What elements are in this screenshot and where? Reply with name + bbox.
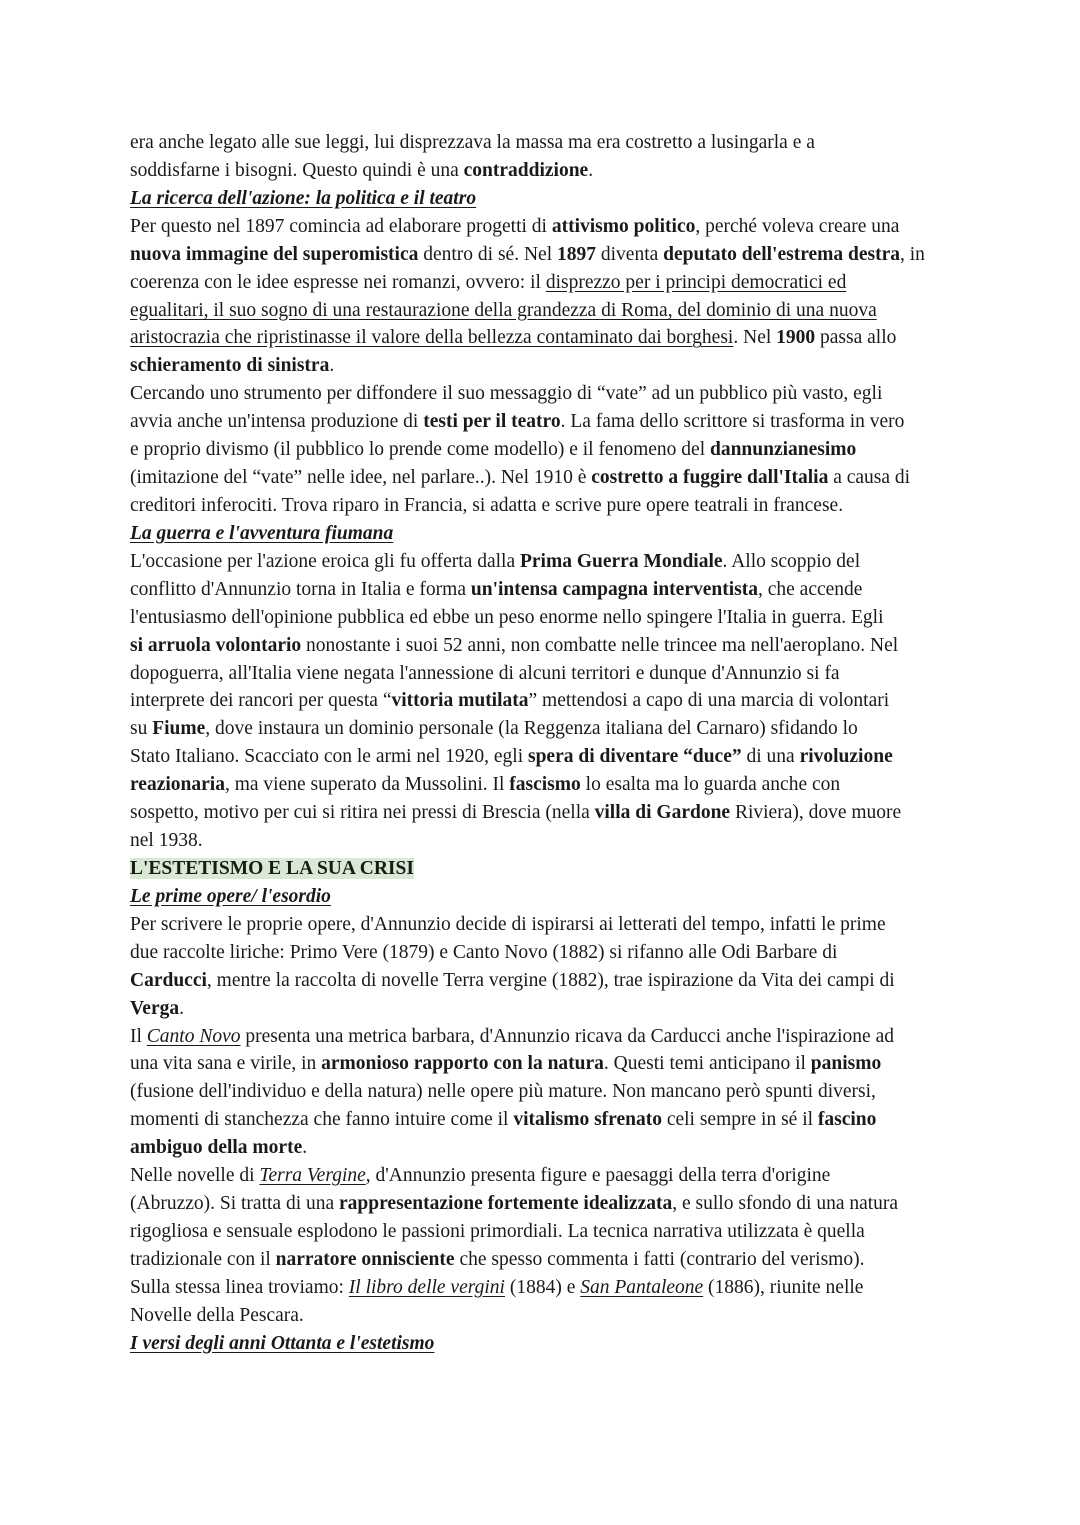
text-line: [130, 464, 960, 492]
bold-text: armonioso rapporto con la natura: [321, 1053, 604, 1075]
text: (imitazione del “vate” nelle idee, nel parlare..). Nel 1910 è: [130, 467, 592, 489]
bold-text: reazionaria: [130, 774, 225, 796]
section-heading: La ricerca dell'azione: la politica e il teatro: [130, 187, 477, 209]
text-line: [130, 939, 960, 967]
bold-text: spera di diventare “duce”: [528, 746, 742, 768]
text: l'entusiasmo dell'opinione pubblica ed ebbe un peso enorme nello spingere l'Italia in guerra. Egli: [130, 606, 884, 628]
text: , perché voleva creare una: [695, 215, 900, 237]
text: (1886), riunite nelle: [703, 1276, 864, 1298]
bold-text: contraddizione: [463, 159, 589, 181]
bold-text: vitalismo sfrenato: [513, 1109, 662, 1131]
text: .: [588, 159, 594, 181]
text-line: [130, 408, 960, 436]
text-line: [130, 1162, 960, 1190]
text: (1884) e: [504, 1276, 581, 1298]
text-line: [130, 855, 960, 883]
text-line: [130, 213, 960, 241]
text: dopoguerra, all'Italia viene negata l'annessione di alcuni territori e dunque d'Annunzio si fa: [130, 662, 840, 684]
section-heading: Le prime opere/ l'esordio: [130, 885, 331, 907]
text: interprete dei rancori per questa “: [130, 690, 392, 712]
text-line: [130, 1106, 960, 1134]
text: .: [179, 997, 184, 1019]
text: , e sullo sfondo di una natura: [672, 1193, 899, 1215]
text-line: [130, 1302, 960, 1330]
text-line: [130, 743, 960, 771]
bold-text: villa di Gardone: [594, 802, 731, 824]
text-line: [130, 1050, 960, 1078]
bold-text: deputato dell'estrema destra: [663, 243, 901, 265]
bold-text: fascismo: [509, 774, 581, 796]
text: sospetto, motivo per cui si ritira nei pressi di Brescia (nella: [130, 802, 595, 824]
text: avvia anche un'intensa produzione di: [130, 411, 424, 433]
text-line: [130, 157, 960, 185]
text-line: [130, 1190, 960, 1218]
text-line: [130, 380, 960, 408]
bold-text: Carducci: [130, 969, 207, 991]
text: dentro di sé. Nel: [418, 243, 557, 265]
bold-text: 1897: [557, 243, 596, 265]
text: creditori inferociti. Trova riparo in Francia, si adatta e scrive pure opere teatrali in francese.: [130, 494, 844, 516]
text: .: [302, 1137, 308, 1159]
bold-text: 1900: [776, 327, 816, 349]
bold-text: panismo: [810, 1053, 882, 1075]
text: celi sempre in sé il: [661, 1109, 818, 1131]
text-line: [130, 576, 960, 604]
bold-text: testi per il teatro: [423, 411, 561, 433]
text-line: [130, 352, 960, 380]
text: Stato Italiano. Scacciato con le armi nel 1920, egli: [130, 746, 528, 768]
text: nel 1938.: [130, 830, 203, 852]
bold-text: rappresentazione fortemente idealizzata: [339, 1193, 673, 1215]
text-line: [130, 660, 960, 688]
text: che spesso commenta i fatti (contrario del verismo).: [454, 1248, 865, 1270]
text: . Questi temi anticipano il: [603, 1053, 811, 1075]
text: (Abruzzo). Si tratta di una: [130, 1193, 340, 1215]
text: presenta una metrica barbara, d'Annunzio ricava da Carducci anche l'ispirazione ad: [240, 1025, 894, 1047]
text: nonostante i suoi 52 anni, non combatte nelle trincee ma nell'aeroplano. Nel: [301, 634, 899, 656]
text: una vita sana e virile, in: [130, 1053, 322, 1075]
text: Nelle novelle di: [130, 1165, 260, 1187]
text: , d'Annunzio presenta figure e paesaggi della terra d'origine: [365, 1165, 831, 1187]
text-line: [130, 995, 960, 1023]
text: . Allo scoppio del: [722, 550, 861, 572]
underlined-text: egualitari, il suo sogno di una restaurazione della grandezza di Roma, del dominio di una nuova: [130, 299, 877, 321]
text-line: [130, 1330, 960, 1358]
text-line: [130, 771, 960, 799]
text: diventa: [596, 243, 664, 265]
text-line: [130, 715, 960, 743]
text: , in: [900, 243, 925, 265]
text-line: [130, 1023, 960, 1051]
text: di una: [741, 746, 800, 768]
text-line: [130, 520, 960, 548]
text-line: [130, 548, 960, 576]
text-line: [130, 911, 960, 939]
title-reference: San Pantaleone: [580, 1276, 704, 1298]
text-line: [130, 185, 960, 213]
text: coerenza con le idee espresse nei romanzi, ovvero: il: [130, 271, 546, 293]
text-line: [130, 687, 960, 715]
text-line: [130, 1274, 960, 1302]
text: ” mettendosi a capo di una marcia di volontari: [528, 690, 890, 712]
bold-text: nuova immagine del superomistica: [130, 243, 419, 265]
bold-text: ambiguo della morte: [130, 1137, 303, 1159]
bold-text: un'intensa campagna interventista: [470, 578, 758, 600]
section-heading: I versi degli anni Ottanta e l'estetismo: [130, 1332, 435, 1354]
text-line: [130, 799, 960, 827]
underlined-text: aristocrazia che ripristinasse il valore della bellezza contaminato dai borghesi: [130, 327, 734, 349]
bold-text: rivoluzione: [799, 746, 893, 768]
text-line: [130, 1246, 960, 1274]
text: e proprio divismo (il pubblico lo prende come modello) e il fenomeno del: [130, 439, 710, 461]
title-reference: Canto Novo: [146, 1025, 241, 1047]
bold-text: attivismo politico: [551, 215, 696, 237]
underlined-text: disprezzo per i principi democratici ed: [545, 271, 847, 293]
text: .: [329, 355, 335, 377]
text: , che accende: [757, 578, 863, 600]
text: momenti di stanchezza che fanno intuire come il: [130, 1109, 514, 1131]
text: Riviera), dove muore: [730, 802, 902, 824]
bold-text: schieramento di sinistra: [130, 355, 330, 377]
bold-text: narratore onnisciente: [275, 1248, 455, 1270]
text: . Nel: [733, 327, 777, 349]
text: , mentre la raccolta di novelle Terra vergine (1882), trae ispirazione da Vita dei campi di: [206, 969, 895, 991]
bold-text: Verga: [130, 997, 180, 1019]
text: Cercando uno strumento per diffondere il suo messaggio di “vate” ad un pubblico più vasto, egli: [130, 383, 883, 405]
text: era anche legato alle sue leggi, lui disprezzava la massa ma era costretto a lusingarla e a: [130, 132, 815, 153]
text: Per questo nel 1897 comincia ad elaborare progetti di: [130, 215, 552, 237]
text-line: [130, 967, 960, 995]
text: tradizionale con il: [130, 1248, 276, 1270]
document-page: [130, 129, 960, 1358]
text: conflitto d'Annunzio torna in Italia e forma: [130, 578, 471, 600]
text-line: [130, 436, 960, 464]
text: rigogliosa e sensuale esplodono le passioni primordiali. La tecnica narrativa utilizzata è quella: [130, 1220, 865, 1242]
bold-text: vittoria mutilata: [391, 690, 529, 712]
text: , ma viene superato da Mussolini. Il: [224, 774, 510, 796]
text: lo esalta ma lo guarda anche con: [580, 774, 841, 796]
bold-text: Fiume: [152, 718, 206, 740]
text: Sulla stessa linea troviamo:: [130, 1276, 349, 1298]
title-reference: Terra Vergine: [259, 1165, 366, 1187]
text: a causa di: [828, 467, 911, 489]
text-line: [130, 241, 960, 269]
text-line: [130, 1134, 960, 1162]
text: L'occasione per l'azione eroica gli fu offerta dalla: [130, 550, 520, 572]
bold-text: Prima Guerra Mondiale: [519, 550, 723, 572]
text: su: [130, 718, 153, 740]
text-line: [130, 1218, 960, 1246]
text-line: [130, 827, 960, 855]
text-line: [130, 492, 960, 520]
text-line: [130, 129, 960, 157]
bold-text: dannunzianesimo: [709, 439, 857, 461]
bold-text: fascino: [817, 1109, 877, 1131]
text-line: [130, 604, 960, 632]
text: Novelle della Pescara.: [130, 1304, 304, 1326]
title-reference: Il libro delle vergini: [348, 1276, 505, 1298]
text-line: [130, 324, 960, 352]
text: soddisfarne i bisogni. Questo quindi è una: [130, 159, 464, 181]
text: (fusione dell'individuo e della natura) nelle opere più mature. Non mancano però spunti diversi,: [130, 1081, 876, 1103]
text: Il: [130, 1025, 147, 1047]
section-heading: La guerra e l'avventura fiumana: [130, 522, 394, 544]
text: Per scrivere le proprie opere, d'Annunzio decide di ispirarsi ai letterati del tempo, infatti le prime: [130, 913, 886, 935]
text: passa allo: [815, 327, 897, 349]
text-line: [130, 632, 960, 660]
text: , dove instaura un dominio personale (la Reggenza italiana del Carnaro) sfidando lo: [205, 718, 858, 740]
text-line: [130, 1078, 960, 1106]
text-line: [130, 297, 960, 325]
text-line: [130, 269, 960, 297]
text: . La fama dello scrittore si trasforma in vero: [560, 411, 905, 433]
bold-text: si arruola volontario: [130, 634, 302, 656]
chapter-heading: L'ESTETISMO E LA SUA CRISI: [130, 857, 414, 879]
bold-text: costretto a fuggire dall'Italia: [591, 467, 829, 489]
text-line: [130, 883, 960, 911]
text: due raccolte liriche: Primo Vere (1879) e Canto Novo (1882) si rifanno alle Odi Barbare di: [130, 941, 838, 963]
